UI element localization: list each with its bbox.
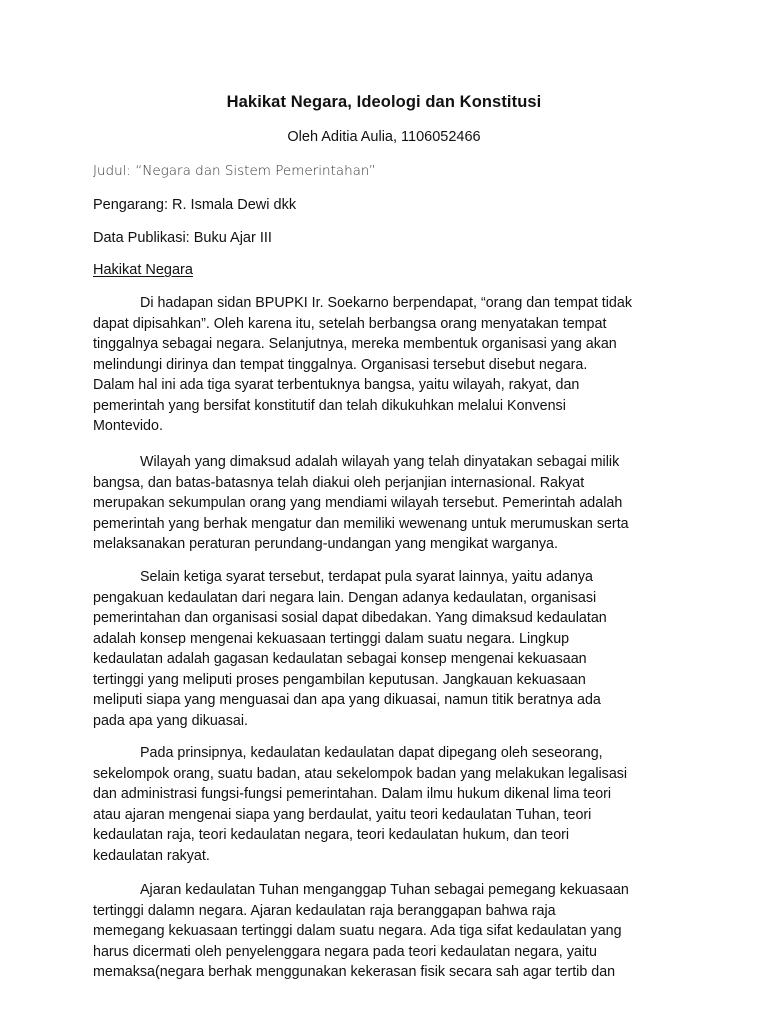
paragraph-line: pemerintah yang bersifat konstitutif dan telah dikukuhkan melalui Konvensi	[93, 397, 566, 414]
paragraph-line: Wilayah yang dimaksud adalah wilayah yang telah dinyatakan sebagai milik	[140, 454, 620, 470]
paragraph-line: memegang kekuasaan tertinggi dalam suatu negara. Ada tiga sifat kedaulatan yang	[93, 923, 622, 939]
paragraph-line: Montevido.	[93, 418, 163, 434]
paragraph-1	[93, 293, 683, 437]
paragraph-line: pengakuan kedaulatan dari negara lain. Dengan adanya kedaulatan, organisasi	[93, 589, 597, 606]
paragraph-line: Pada prinsipnya, kedaulatan kedaulatan dapat dipegang oleh seseorang,	[140, 745, 603, 761]
paragraph-line: dapat dipisahkan”. Oleh karena itu, setelah berbangsa orang menyatakan tempat	[93, 315, 607, 332]
paragraph-2	[93, 452, 683, 555]
paragraph-line: tertinggi dalamn negara. Ajaran kedaulatan raja beranggapan bahwa raja	[93, 902, 556, 919]
paragraph-line: tinggalnya sebagai negara. Selanjutnya, mereka membentuk organisasi yang akan	[93, 336, 617, 352]
paragraph-line: tertinggi yang meliputi proses pengambilan keputusan. Jangkauan kekuasaan	[93, 671, 586, 688]
pengarang-line: Pengarang: R. Ismala Dewi dkk	[93, 197, 297, 213]
paragraph-line: pemerintahan dan organisasi sosial dapat dibedakan. Yang dimaksud kedaulatan	[93, 610, 607, 626]
paragraph-line: dan administrasi fungsi-fungsi pemerintahan. Dalam ilmu hukum dikenal lima teori	[93, 786, 612, 802]
publikasi-line: Data Publikasi: Buku Ajar III	[93, 230, 272, 246]
paragraph-line: Selain ketiga syarat tersebut, terdapat pula syarat lainnya, yaitu adanya	[140, 569, 594, 585]
paragraph-line: atau ajaran mengenai siapa yang berdaulat, yaitu teori kedaulatan Tuhan, teori	[93, 806, 592, 823]
paragraph-line: Ajaran kedaulatan Tuhan menganggap Tuhan sebagai pemegang kekuasaan	[140, 882, 629, 898]
paragraph-5	[93, 880, 683, 983]
paragraph-line: kedaulatan raja, teori kedaulatan negara, teori kedaulatan hukum, dan teori	[93, 827, 570, 843]
author-line: Oleh Aditia Aulia, 1106052466	[287, 129, 481, 145]
paragraph-line: melaksanakan peraturan perundang-undangan yang mengikat warganya.	[93, 536, 558, 552]
paragraph-line: meliputi siapa yang menguasai dan apa yang dikuasai, namun titik beratnya ada	[93, 692, 601, 708]
paragraph-line: sekelompok orang, suatu badan, atau sekelompok badan yang melakukan legalisasi	[93, 765, 628, 782]
paragraph-line: merupakan sekumpulan orang yang mendiami wilayah tersebut. Pemerintah adalah	[93, 495, 623, 511]
paragraph-4	[93, 743, 683, 866]
paragraph-3	[93, 567, 683, 731]
paragraph-line: bangsa, dan batas-batasnya telah diakui oleh perjanjian internasional. Rakyat	[93, 474, 585, 491]
paragraph-line: pada apa yang dikuasai.	[93, 712, 249, 729]
paragraph-line: kedaulatan rakyat.	[93, 847, 210, 864]
paragraph-line: kedaulatan adalah gagasan kedaulatan sebagai konsep mengenai kekuasaan	[93, 651, 587, 667]
judul-line: Judul: “Negara dan Sistem Pemerintahan”	[93, 163, 376, 179]
document-title: Hakikat Negara, Ideologi dan Konstitusi	[226, 93, 542, 111]
paragraph-line: harus dicermati oleh penyelenggara negara pada teori kedaulatan negara, yaitu	[93, 943, 597, 960]
paragraph-line: adalah konsep mengenai kekuasaan tertinggi dalam suatu negara. Lingkup	[93, 630, 570, 647]
paragraph-line: Dalam hal ini ada tiga syarat terbentuknya bangsa, yaitu wilayah, rakyat, dan	[93, 377, 580, 393]
paragraph-line: memaksa(negara berhak menggunakan kekerasan fisik secara sah agar tertib dan	[93, 964, 616, 980]
paragraph-line: Di hadapan sidan BPUPKI Ir. Soekarno berpendapat, “orang dan tempat tidak	[140, 295, 632, 311]
paragraph-line: melindungi dirinya dan tempat tinggalnya. Organisasi tersebut disebut negara.	[93, 356, 588, 373]
section-heading: Hakikat Negara	[93, 262, 193, 278]
paragraph-line: pemerintah yang berhak mengatur dan memiliki wewenang untuk merumuskan serta	[93, 515, 629, 532]
